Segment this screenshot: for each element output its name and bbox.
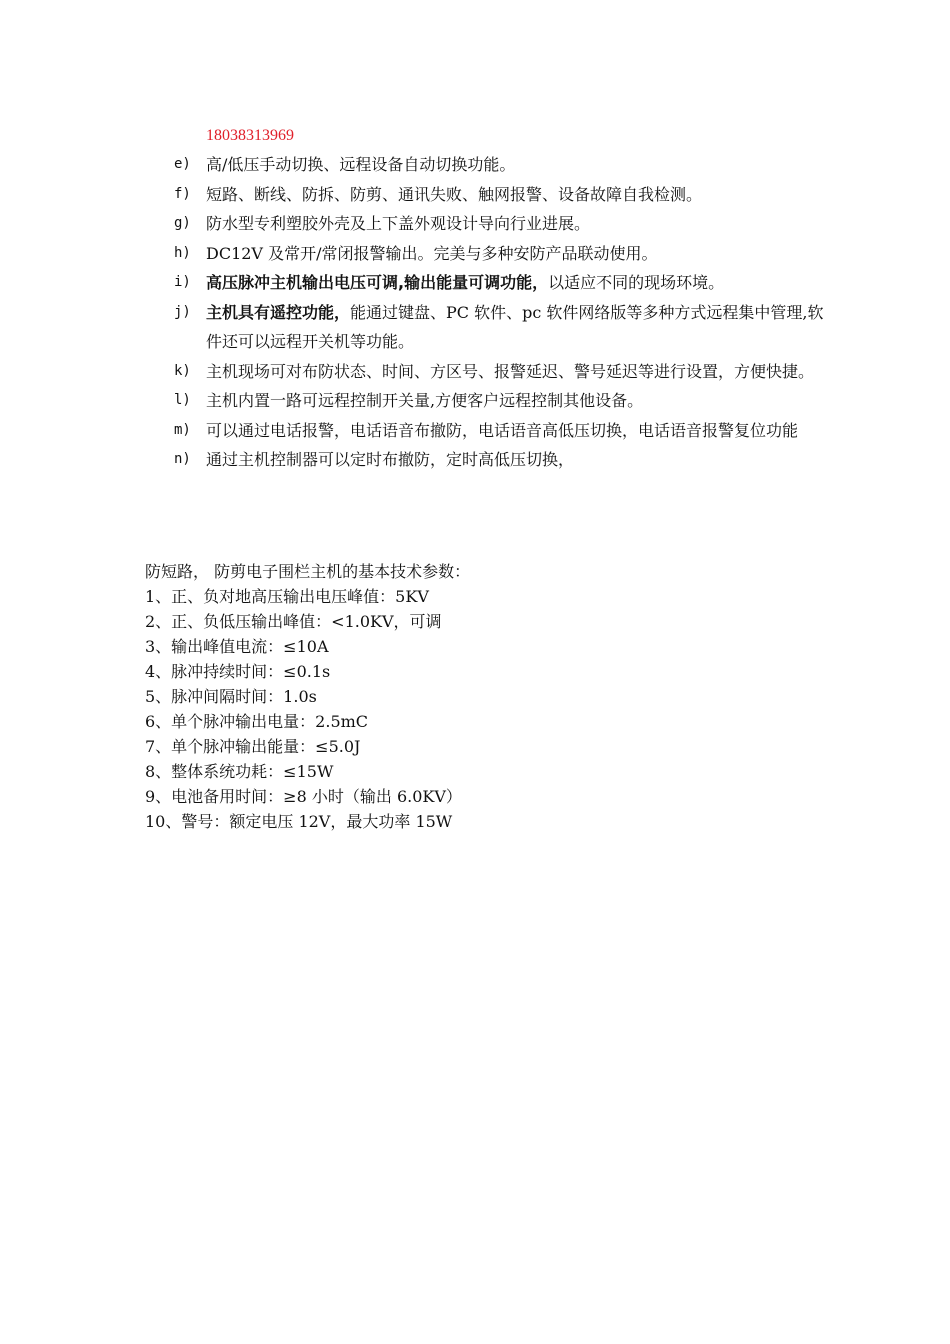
list-item-marker: l) [174, 392, 191, 408]
param-line: 10、警号：额定电压 12V，最大功率 15W [145, 812, 453, 831]
list-item-text: 主机现场可对布防状态、时间、方区号、报警延迟、警号延迟等进行设置，方便快捷。 [206, 361, 815, 381]
list-item [174, 180, 824, 210]
list-item-marker: f) [174, 185, 191, 202]
param-line: 4、脉冲持续时间：≤0.1s [145, 662, 331, 681]
list-item-text: 短路、断线、防拆、防剪、通讯失败、触网报警、设备故障自我检测。 [206, 184, 703, 204]
param-line: 5、脉冲间隔时间：1.0s [145, 687, 317, 706]
list-item-marker: k) [174, 362, 191, 379]
list-item [174, 298, 824, 357]
list-item-text: 防水型专利塑胶外壳及上下盖外观设计导向行业进展。 [206, 214, 591, 233]
param-line: 1、正、负对地高压输出电压峰值：5KV [145, 587, 429, 606]
phone-number: 18038313969 [206, 127, 294, 144]
list-item [174, 416, 824, 446]
list-item-text: 通过主机控制器可以定时布撤防，定时高低压切换， [206, 450, 575, 469]
param-line: 7、单个脉冲输出能量：≤5.0J [145, 737, 361, 756]
list-item-marker: i) [174, 274, 191, 290]
list-item-marker: j) [174, 303, 191, 320]
list-item-marker: g) [174, 215, 191, 231]
section-heading: 防短路， 防剪电子围栏主机的基本技术参数： [145, 562, 471, 581]
list-item [174, 268, 824, 298]
list-item-marker: n) [174, 451, 191, 467]
list-item-marker: m) [174, 421, 191, 438]
list-item-text: 高/低压手动切换、远程设备自动切换功能。 [206, 155, 516, 174]
list-item-text: DC12V 及常开/常闭报警输出。完美与多种安防产品联动使用。 [206, 243, 658, 263]
list-item [174, 239, 824, 269]
list-item-bold-text: 主机具有遥控功能， [206, 302, 351, 322]
param-line: 2、正、负低压输出峰值：<1.0KV，可调 [145, 612, 442, 631]
tech-params-section [145, 559, 845, 834]
feature-list [174, 150, 824, 475]
param-line: 6、单个脉冲输出电量：2.5mC [145, 712, 369, 731]
list-item-marker: h) [174, 244, 191, 261]
list-item-text: 能通过键盘、PC 软件、pc 软件网络版等多种方式远程集中管理,软件还可以远程开关机等功能。 [206, 302, 824, 351]
list-item [174, 150, 824, 180]
list-item-text: 以适应不同的现场环境。 [548, 273, 725, 292]
list-item-bold-text: 高压脉冲主机输出电压可调,输出能量可调功能， [206, 273, 549, 292]
param-line: 8、整体系统功耗：≤15W [145, 762, 334, 781]
list-item-marker: e) [174, 156, 191, 172]
param-line: 3、输出峰值电流：≤10A [145, 637, 329, 656]
list-item [174, 209, 824, 239]
param-line: 9、电池备用时间：≥8 小时（输出 6.0KV） [145, 787, 462, 806]
list-item-text: 主机内置一路可远程控制开关量,方便客户远程控制其他设备。 [206, 391, 644, 410]
list-item-text: 可以通过电话报警，电话语音布撤防，电话语音高低压切换，电话语音报警复位功能 [206, 420, 799, 440]
list-item [174, 445, 824, 475]
list-item [174, 386, 824, 416]
list-item [174, 357, 824, 387]
